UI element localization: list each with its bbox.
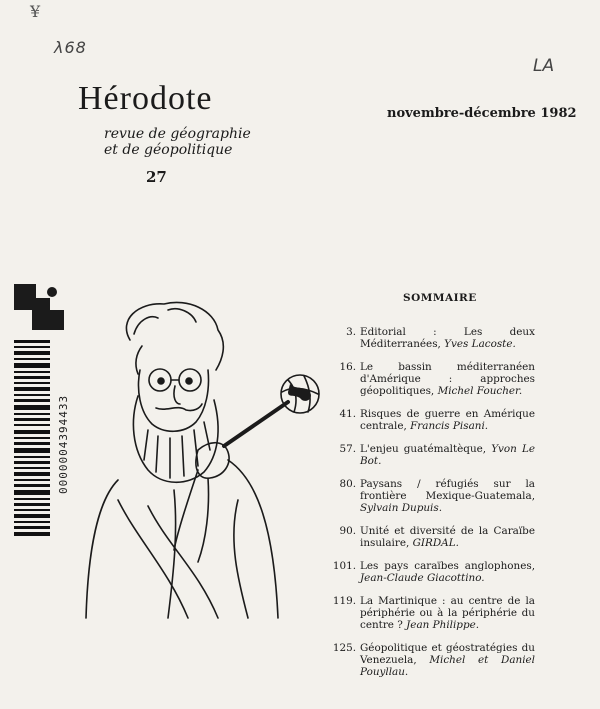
toc-body: [360, 560, 535, 584]
toc-author: Yves Lacoste.: [444, 338, 516, 350]
issue-number: 27: [146, 168, 167, 186]
journal-title: Hérodote: [78, 80, 213, 117]
barcode-bars-icon: [14, 340, 50, 536]
toc-body: [360, 443, 535, 467]
toc-page: 41.: [339, 408, 356, 420]
toc-body: [360, 642, 535, 678]
toc-title: Paysans / réfugiés sur la frontière Mexique-Guatemala,: [360, 478, 535, 502]
table-of-contents: [330, 326, 535, 689]
toc-entry: [330, 560, 535, 584]
toc-title: Risques de guerre en Amérique centrale,: [360, 408, 535, 432]
toc-page: 16.: [339, 361, 356, 373]
toc-page: 119.: [332, 595, 356, 607]
toc-author: GIRDAL.: [412, 537, 459, 549]
toc-entry: [330, 408, 535, 432]
toc-body: [360, 408, 535, 432]
sommaire-heading: SOMMAIRE: [403, 292, 477, 304]
handwritten-corner-mark: ¥: [30, 2, 41, 21]
caricature-illustration: [78, 300, 328, 620]
toc-body: [360, 326, 535, 350]
toc-title: L'enjeu guatémaltèque,: [360, 443, 487, 455]
toc-entry: [330, 361, 535, 397]
toc-author: Michel et Daniel Pouyllau.: [360, 654, 536, 678]
toc-author: Jean Philippe.: [406, 619, 480, 631]
toc-author: Yvon Le Bot.: [360, 443, 535, 467]
toc-entry: [330, 478, 535, 514]
toc-page: 101.: [332, 560, 356, 572]
toc-author: Francis Pisani.: [410, 420, 489, 432]
toc-page: 80.: [339, 478, 356, 490]
toc-page: 57.: [339, 443, 356, 455]
subtitle-line-2: et de géopolitique: [104, 142, 233, 158]
toc-author: Michel Foucher.: [437, 385, 523, 397]
journal-subtitle: [104, 126, 251, 158]
toc-body: [360, 525, 535, 549]
toc-entry: [330, 595, 535, 631]
toc-title: Editorial : Les deux Méditerranées,: [360, 326, 535, 350]
barcode-block: [4, 280, 70, 550]
toc-page: 3.: [346, 326, 356, 338]
subtitle-line-1: revue de géographie: [104, 126, 251, 142]
toc-title: Géopolitique et géostratégies du Venezuela,: [360, 642, 535, 666]
toc-body: [360, 361, 535, 397]
toc-title: La Martinique : au centre de la périphérie ou à la périphérie du centre ?: [360, 595, 535, 631]
issue-date: novembre-décembre 1982: [387, 106, 577, 121]
toc-body: [360, 478, 535, 514]
toc-entry: [330, 443, 535, 467]
barcode-digits: 0000004394433: [57, 394, 70, 494]
publisher-logo-icon: [12, 280, 66, 334]
handwritten-note-top-right: LA: [533, 56, 555, 76]
toc-body: [360, 595, 535, 631]
toc-title: Les pays caraïbes anglophones,: [360, 560, 535, 572]
toc-author: Sylvain Dupuis.: [360, 502, 443, 514]
toc-title: Le bassin méditerranéen d'Amérique : approches géopolitiques,: [360, 361, 535, 397]
toc-entry: [330, 642, 535, 678]
toc-entry: [330, 525, 535, 549]
handwritten-note-top-left: λ68: [54, 38, 87, 57]
toc-page: 125.: [332, 642, 356, 654]
toc-title: Unité et diversité de la Caraïbe insulaire,: [360, 525, 535, 549]
toc-entry: [330, 326, 535, 350]
toc-page: 90.: [339, 525, 356, 537]
toc-author: Jean-Claude Giacottino.: [360, 572, 485, 584]
